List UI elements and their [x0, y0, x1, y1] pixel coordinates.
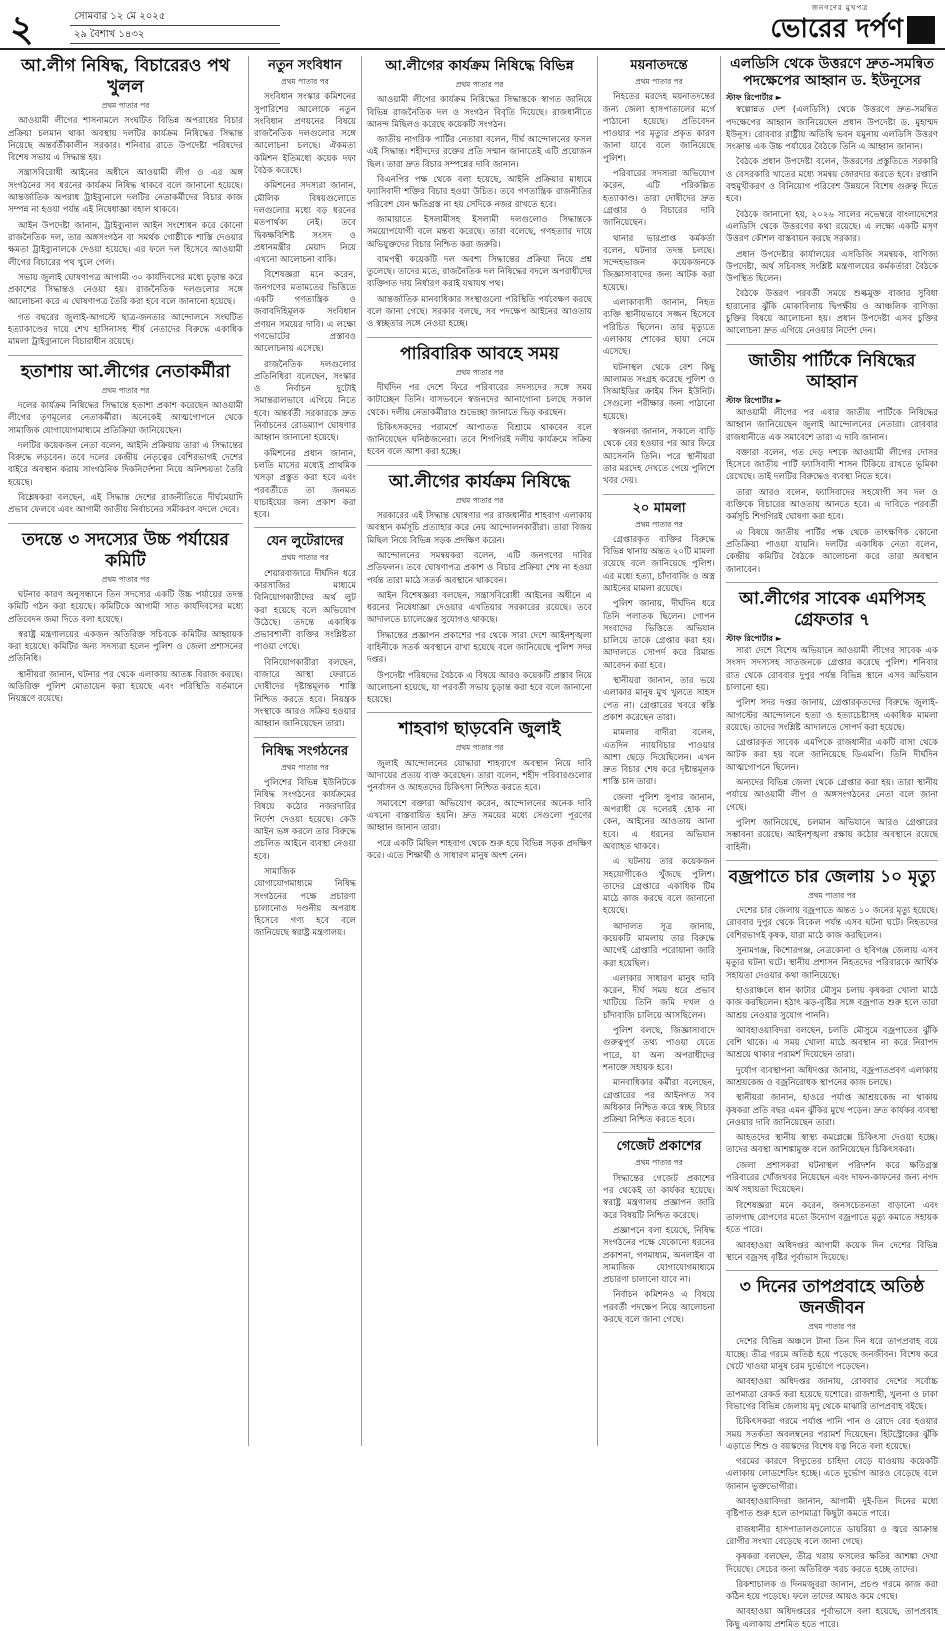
article-paragraph: পুলিশ জানায়, দীর্ঘদিন ধরে তিনি পলাতক ছিলেন। গোপন সংবাদের ভিত্তিতে অভিযান চালিয়ে তাকে গ্রেপ্তার করা হয়। আদালতে সোপর্দ করে রিমান্ড আবেদন করা হবে। — [603, 599, 715, 671]
article-paragraph: রিকশাচালক ও দিনমজুররা জানান, প্রচণ্ড গরমে কাজ করা কঠিন হয়ে পড়েছে। ফলে তাদের আয়ও কমে গেছে। — [726, 1579, 938, 1603]
article-paragraph: পুলিশ বলছে, জিজ্ঞাসাবাদে গুরুত্বপূর্ণ তথ্য পাওয়া যেতে পারে, যা অন্য অপরাধীদের শনাক্তে সহায়ক হবে। — [603, 1026, 715, 1073]
article-paragraph: আবহাওয়া অধিদপ্তরের পূর্বাভাসে বলা হয়েছে, তাপপ্রবাহ কিছু এলাকায় প্রশমিত হতে পারে। — [726, 1607, 938, 1630]
column-3 — [367, 56, 592, 865]
article — [367, 56, 592, 331]
article-body — [367, 94, 592, 330]
column-4 — [603, 56, 715, 1329]
article — [726, 351, 938, 576]
article-paragraph: বৈঠকে জানানো হয়, ২০২৬ সালের নভেম্বরে বাংলাদেশের এলডিসি থেকে উত্তরণের কথা রয়েছে। এ লক্ষ্যে একটি মসৃণ উত্তরণ কৌশল বাস্তবায়ন করছে সরকার। — [726, 209, 938, 245]
continuation-label: প্রথম পাতার পর — [101, 574, 150, 584]
article-paragraph: দেশের বিভিন্ন অঞ্চলে টানা তিন দিন ধরে তাপপ্রবাহ বয়ে যাচ্ছে। তীব্র গরমে অতিষ্ঠ হয়ে পড়েছে জনজীবন। বিশেষ করে খেটে খাওয়া মানুষ চরম দুর্ভোগে পড়েছেন। — [726, 1337, 938, 1373]
date-gregorian: সোমবার ১২ মে ২০২৫ — [70, 8, 280, 26]
article — [603, 501, 715, 1127]
article — [367, 344, 592, 459]
article-paragraph: বিশ্লেষকরা বলছেন, এই সিদ্ধান্ত দেশের রাজনীতিতে দীর্ঘমেয়াদি প্রভাব ফেলবে এবং আগামী জাতীয় নির্বাচনের সমীকরণ বদলে দেবে। — [8, 493, 243, 516]
article-paragraph: মামলার বাদীরা বলেন, এতদিন ন্যায়বিচার পাওয়ার আশা ছেড়ে দিয়েছিলেন। এখন দ্রুত বিচার শেষ করে দৃষ্টান্তমূলক শাস্তি চান তারা। — [603, 728, 715, 788]
article-paragraph: বিশেষজ্ঞরা মনে করেন, জনসচেতনতা বাড়ানো এবং তালগাছ রোপণের মতো উদ্যোগ বজ্রপাতে মৃত্যু কমাতে সহায়ক হতে পারে। — [726, 1200, 938, 1236]
article-paragraph: ঘটনাস্থল থেকে বেশ কিছু আলামত সংগ্রহ করেছে পুলিশ ও সিআইডির ক্রাইম সিন ইউনিট। সেগুলো পরীক্ষার জন্য পাঠানো হয়েছে। — [603, 362, 715, 422]
article-body — [8, 589, 243, 706]
article-body — [254, 91, 356, 521]
article-body — [726, 104, 938, 337]
article-body — [254, 568, 356, 731]
article-paragraph: সংবিধান সংস্কার কমিশনের সুপারিশের আলোকে নতুন সংবিধান প্রণয়নের বিষয়ে রাজনৈতিক দলগুলোর সঙ্গে আলোচনা চলছে। ঐকমত্য কমিশন ইতিমধ্যে কয়েক দফা বৈঠক করেছে। — [254, 92, 356, 177]
article-paragraph: থানার ভারপ্রাপ্ত কর্মকর্তা বলেন, ঘটনার তদন্ত চলছে। সন্দেহভাজন কয়েকজনকে জিজ্ঞাসাবাদের জন্য আটক করা হয়েছে। — [603, 233, 715, 293]
article-paragraph: ঘটনার কারণ অনুসন্ধানে তিন সদস্যের একটি উচ্চ পর্যায়ের তদন্ত কমিটি গঠন করা হয়েছে। কমিটিকে আগামী সাত কার্যদিবসের মধ্যে প্রতিবেদন জমা দিতে বলা হয়েছে। — [8, 589, 243, 625]
article-paragraph: বক্তারা বলেন, গত দেড় দশকে আওয়ামী লীগের দোসর হিসেবে জাতীয় পার্টি ফ্যাসিবাদী শাসন টিকিয়ে রাখতে ভূমিকা রেখেছে। তাই দলটির বিরুদ্ধেও ব্যবস্থা নিতে হবে। — [726, 447, 938, 483]
article-paragraph: স্থানীয়রা জানান, ঘটনার পর থেকে এলাকায় আতঙ্ক বিরাজ করছে। অতিরিক্ত পুলিশ মোতায়েন করা হয়েছে এবং পরিস্থিতি বর্তমানে নিয়ন্ত্রণে রয়েছে। — [8, 669, 243, 705]
article-paragraph: সরকারের এই সিদ্ধান্ত ঘোষণার পর রাজধানীর শাহবাগ এলাকায় অবস্থান কর্মসূচি প্রত্যাহার করে নেয় আন্দোলনকারীরা। তারা বিজয় মিছিল নিয়ে বিভিন্ন সড়ক প্রদক্ষিণ করেন। — [367, 511, 592, 546]
article — [726, 867, 938, 1264]
headline: আ.লীগের কার্যক্রম নিষিদ্ধে বিভিন্ন — [385, 58, 574, 74]
article-paragraph: সামাজিক যোগাযোগমাধ্যমে নিষিদ্ধ সংগঠনের পক্ষে প্রচারণা চালানোও দণ্ডনীয় অপরাধ হিসেবে গণ্য হবে বলে জানিয়েছে স্বরাষ্ট্র মন্ত্রণালয়। — [254, 866, 356, 939]
article-body — [603, 91, 715, 487]
article-paragraph: আইন বিশেষজ্ঞরা বলছেন, সন্ত্রাসবিরোধী আইনের অধীনে এ ধরনের নিষেধাজ্ঞা দেওয়ার এখতিয়ার সরকারের রয়েছে। তবে আদালতে চ্যালেঞ্জের সুযোগও থাকছে। — [367, 590, 592, 626]
article — [726, 56, 938, 338]
date-bengali: ২৯ বৈশাখ ১৪৩২ — [70, 26, 280, 44]
byline: স্টাফ রিপোর্টার ► — [726, 633, 782, 643]
continuation-label: প্রথম পাতার পর — [455, 743, 504, 753]
headline: আ.লীগের সাবেক এমপিসহ গ্রেফতার ৭ — [739, 588, 925, 630]
article-body — [367, 510, 592, 706]
article-paragraph: সভায় জুলাই ঘোষণাপত্র আগামী ৩০ কার্যদিবসের মধ্যে চূড়ান্ত করে প্রকাশের সিদ্ধান্তও নেওয়া হয়। রাজনৈতিক দলগুলোর সঙ্গে আলোচনা করে এ ঘোষণাপত্র তৈরি করা হবে বলে জানানো হয়েছে। — [8, 272, 243, 308]
article-paragraph: আন্দোলনের সমন্বয়করা বলেন, এটি জনগণের দাবির প্রতিফলন। তবে ঘোষণাপত্র প্রকাশ ও বিচার প্রক্রিয়া শেষ না হওয়া পর্যন্ত তারা মাঠে সতর্ক অবস্থানে থাকবেন। — [367, 550, 592, 586]
article — [254, 534, 356, 730]
article-body — [603, 534, 715, 1127]
article-paragraph: পুলিশের বিভিন্ন ইউনিটকে নিষিদ্ধ সংগঠনের কার্যক্রমের বিষয়ে কঠোর নজরদারির নির্দেশ দেওয়া হয়েছে। কেউ আইন ভঙ্গ করলে তার বিরুদ্ধে প্রচলিত আইনে ব্যবস্থা নেওয়া হবে। — [254, 777, 356, 862]
article-paragraph: বৈঠকে উত্তরণ পরবর্তী সময়ে শুল্কমুক্ত বাজার সুবিধা হারানোর ঝুঁকি মোকাবিলায় দ্বিপক্ষীয় ও আঞ্চলিক বাণিজ্য চুক্তির বিষয়ে আলোচনা হয়। প্রধান উপদেষ্টা এসব চুক্তির আলোচনা দ্রুত এগিয়ে নেওয়ার নির্দেশ দেন। — [726, 289, 938, 337]
continuation-label: প্রথম পাতার পর — [455, 80, 504, 89]
headline: শাহবাগ ছাড়বেনি জুলাই — [398, 719, 561, 740]
continuation-label: প্রথম পাতার পর — [635, 519, 683, 529]
continuation-label: প্রথম পাতার পর — [808, 890, 856, 900]
byline: স্টাফ রিপোর্টার ► — [726, 395, 782, 405]
article-paragraph: জামায়াতে ইসলামীসহ ইসলামী দলগুলোও সিদ্ধান্তকে সময়োপযোগী বলে মন্তব্য করেছে। তারা বলেছে, গণহত্যার দায়ে অভিযুক্তদের বিচার নিশ্চিত করা জরুরি। — [367, 214, 592, 250]
article-paragraph: মানবাধিকার কর্মীরা বলেছেন, গ্রেপ্তারের পর আইনগত সব অধিকার নিশ্চিত করে স্বচ্ছ বিচার প্রক্রিয়া নিশ্চিত করতে হবে। — [603, 1078, 715, 1126]
headline: ময়নাতদন্তে — [630, 58, 688, 73]
article-paragraph: অন্যদের বিভিন্ন জেলা থেকে গ্রেপ্তার করা হয়। তারা স্থানীয় পর্যায়ে আওয়ামী লীগ ও অঙ্গসংগঠনের নেতা বলে জানা গেছে। — [726, 778, 938, 813]
continuation-label: প্রথম পাতার পর — [635, 1158, 683, 1168]
article-paragraph: জেলা পুলিশ সুপার জানান, অপরাধী যে দলেরই হোক না কেন, আইনের আওতায় আনা হবে। এ ধরনের অভিযান অব্যাহত থাকবে। — [603, 792, 715, 852]
article — [254, 58, 356, 521]
article-paragraph: পুলিশ সদর দপ্তর জানায়, গ্রেপ্তারকৃতদের বিরুদ্ধে জুলাই-আগস্টের আন্দোলনে হত্যা ও হত্যাচেষ্টাসহ একাধিক মামলা রয়েছে। তাদের সংশ্লিষ্ট আদালতে সোপর্দ করা হয়েছে। — [726, 698, 938, 733]
article-paragraph: চিকিৎসকদের পরামর্শে আপাতত বিশ্রামে থাকবেন বলে জানিয়েছেন ঘনিষ্ঠজনেরা। তবে শিগগিরই দলীয় কার্যক্রমে সক্রিয় হবেন বলে আশা করা হচ্ছে। — [367, 422, 592, 458]
article-paragraph: গ্রেপ্তারকৃত ব্যক্তির বিরুদ্ধে বিভিন্ন থানায় অন্তত ২০টি মামলা রয়েছে বলে জানিয়েছে পুলিশ। এর মধ্যে হত্যা, চাঁদাবাজি ও অস্ত্র আইনের মামলা রয়েছে। — [603, 534, 715, 594]
article-paragraph: জুলাই আন্দোলনের যোদ্ধারা শাহবাগে অবস্থান নিয়ে দাবি আদায়ের প্রত্যয় ব্যক্ত করেছেন। তারা বলেন, শহীদ পরিবারগুলোর পুনর্বাসন ও আহতদের চিকিৎসা নিশ্চিত করতে হবে। — [367, 758, 592, 794]
headline: ২০ মামলা — [632, 500, 686, 516]
article-paragraph: নিহতের মরদেহ ময়নাতদন্তের জন্য জেলা হাসপাতালের মর্গে পাঠানো হয়েছে। প্রতিবেদন পাওয়ার পর মৃত্যুর প্রকৃত কারণ জানা যাবে বলে জানিয়েছে পুলিশ। — [603, 92, 715, 164]
article-paragraph: দলের কার্যক্রম নিষিদ্ধের সিদ্ধান্তে হতাশা প্রকাশ করেছেন আওয়ামী লীগের তৃণমূলের নেতাকর্মীরা। অনেকেই আত্মগোপনে থেকে সামাজিক যোগাযোগমাধ্যমে প্রতিক্রিয়া জানিয়েছেন। — [8, 400, 243, 436]
headline: তদন্তে ৩ সদস্যের উচ্চ পর্যায়ের কমিটি — [22, 529, 229, 571]
article-paragraph: পরিবারের সদস্যরা অভিযোগ করেন, এটি পরিকল্পিত হত্যাকাণ্ড। তারা দোষীদের দ্রুত গ্রেপ্তার ও বিচারের দাবি জানিয়েছেন। — [603, 169, 715, 229]
article-paragraph: দুর্যোগ ব্যবস্থাপনা অধিদপ্তর জানায়, বজ্রপাতপ্রবণ এলাকায় আশ্রয়কেন্দ্র ও বজ্রনিরোধক স্থাপনের কাজ চলছে। — [726, 1065, 938, 1088]
continuation-label: প্রথম পাতার পর — [101, 101, 150, 110]
continuation-label: প্রথম পাতার পর — [635, 77, 683, 86]
article-paragraph: গ্রেপ্তারকৃত সাবেক এমপিকে রাজধানীর একটি বাসা থেকে আটক করা হয় বলে জানিয়েছে ডিএমপি। তিনি দীর্ঘদিন আত্মগোপনে ছিলেন। — [726, 738, 938, 773]
article-paragraph: আবহাওয়া অধিদপ্তর জানায়, রোববার দেশের সর্বোচ্চ তাপমাত্রা রেকর্ড করা হয়েছে যশোরে। রাজশাহী, খুলনা ও ঢাকা বিভাগের বিভিন্ন জেলায় মৃদু থেকে মাঝারি তাপপ্রবাহ বইছে। — [726, 1377, 938, 1412]
logo-mark-icon — [907, 16, 935, 44]
article — [254, 744, 356, 940]
article-paragraph: স্বজনরা জানান, সকালে বাড়ি থেকে বের হওয়ার পর আর ফিরে আসেননি তিনি। পরে স্থানীয়রা তার মরদেহ দেখতে পেয়ে পুলিশে খবর দেয়। — [603, 427, 715, 487]
article-paragraph: উপদেষ্টা পরিষদের বৈঠকে এ বিষয়ে আরও কয়েকটি প্রস্তাব নিয়ে আলোচনা হয়েছে, যা পরবর্তী সভায় চূড়ান্ত করা হবে বলে জানানো হয়েছে। — [367, 670, 592, 706]
article-paragraph: তারা আরও বলেন, ফ্যাসিবাদের সহযোগী সব দল ও ব্যক্তিকে বিচারের আওতায় আনতে হবে। এ দাবিতে পরবর্তী কর্মসূচি শিগগিরই ঘোষণা করা হবে। — [726, 487, 938, 523]
article-paragraph: প্রধান উপদেষ্টার কার্যালয়ের এসডিজি সমন্বয়ক, বাণিজ্য উপদেষ্টা, অর্থ সচিবসহ সংশ্লিষ্ট মন্ত্রণালয়ের কর্মকর্তারা বৈঠকে উপস্থিত ছিলেন। — [726, 249, 938, 285]
article-paragraph: সারা দেশে বিশেষ অভিযানে আওয়ামী লীগের সাবেক এক সংসদ সদস্যসহ সাতজনকে গ্রেপ্তার করেছে পুলিশ। শনিবার রাত থেকে রোববার দুপুর পর্যন্ত বিভিন্ন স্থানে এসব অভিযান চালানো হয়। — [726, 646, 938, 693]
article — [603, 58, 715, 488]
article-paragraph: চিকিৎসকরা গরমে পর্যাপ্ত পানি পান ও রোদে বের হওয়ার সময় সতর্কতা অবলম্বনের পরামর্শ দিয়েছেন। হিটস্ট্রোকের ঝুঁকি এড়াতে শিশু ও বয়স্কদের বিশেষ যত্ন নিতে বলা হয়েছে। — [726, 1417, 938, 1452]
headline: আ.লীগ নিষিদ্ধ, বিচারেরও পথ খুলল — [21, 56, 230, 97]
article-paragraph: গত বছরের জুলাই-আগস্টে ছাত্র-জনতার আন্দোলনে সংঘটিত হত্যাকাণ্ডের দায়ে শেখ হাসিনাসহ শীর্ষ নেতাদের বিরুদ্ধে একাধিক মামলা ট্রাইব্যুনালে বিচারাধীন রয়েছে। — [8, 312, 243, 348]
article-paragraph: আদালত সূত্র জানায়, কয়েকটি মামলায় তার বিরুদ্ধে আগেই গ্রেপ্তারি পরোয়ানা জারি করা হয়েছিল। — [603, 921, 715, 969]
article — [8, 362, 243, 517]
continuation-label: প্রথম পাতার পর — [281, 762, 329, 772]
article-body — [726, 1336, 938, 1631]
continuation-label: প্রথম পাতার পর — [281, 553, 329, 563]
page-number: ২ — [10, 8, 34, 50]
article-paragraph: কৃষকরা বলছেন, তীব্র খরায় ফসলের ক্ষতির আশঙ্কা দেখা দিয়েছে। সেচের জন্য অতিরিক্ত খরচ করতে হচ্ছে তাদের। — [726, 1552, 938, 1575]
headline: বজ্রপাতে চার জেলায় ১০ মৃত্যু — [728, 866, 936, 887]
article-paragraph: পরে একটি মিছিল শাহবাগ থেকে শুরু হয়ে বিভিন্ন সড়ক প্রদক্ষিণ করে। এতে শিক্ষার্থী ও সাধারণ মানুষ অংশ নেন। — [367, 838, 592, 861]
logo-name: ভোরের দর্পণ — [770, 14, 903, 44]
article-paragraph: আইন উপদেষ্টা জানান, ট্রাইব্যুনাল আইন সংশোধন করে কোনো রাজনৈতিক দল, তার অঙ্গসংগঠন বা সমর্থক গোষ্ঠীকে শাস্তি দেওয়ার ক্ষমতা ট্রাইব্যুনালকে দেওয়া হয়েছে। এর ফলে দল হিসেবে আওয়ামী লীগের বিচারের পথ খুলে গেল। — [8, 220, 243, 268]
article-paragraph: শেয়ারবাজারে দীর্ঘদিন ধরে কারসাজির মাধ্যমে বিনিয়োগকারীদের অর্থ লুট করা হয়েছে বলে অভিযোগ উঠেছে। তদন্তে একাধিক প্রভাবশালী ব্যক্তির সংশ্লিষ্টতা পাওয়া গেছে। — [254, 568, 356, 653]
article-paragraph: স্বল্পোন্নত দেশ (এলডিসি) থেকে উত্তরণে দ্রুত-সমন্বিত পদক্ষেপের আহ্বান জানিয়েছেন প্রধান উপদেষ্টা ড. মুহাম্মদ ইউনূস। রোববার রাষ্ট্রীয় অতিথি ভবন যমুনায় এলডিসি উত্তরণ সংক্রান্ত এক উচ্চ পর্যায়ের বৈঠকে তিনি এ আহ্বান জানান। — [726, 105, 938, 153]
continuation-label: প্রথম পাতার পর — [101, 385, 150, 395]
article-paragraph: স্বরাষ্ট্র মন্ত্রণালয়ের একজন অতিরিক্ত সচিবকে কমিটির আহ্বায়ক করা হয়েছে। কমিটির অন্য সদস্যরা হলেন পুলিশ ও জেলা প্রশাসনের প্রতিনিধি। — [8, 629, 243, 665]
article-body — [726, 645, 938, 854]
article — [726, 589, 938, 854]
article-paragraph: আবহাওয়াবিদরা বলছেন, চলতি মৌসুমে বজ্রপাতের ঝুঁকি বেশি থাকে। এ সময় খোলা মাঠে অবস্থান না করে নিরাপদ আশ্রয়ে থাকার পরামর্শ দিয়েছেন তারা। — [726, 1025, 938, 1061]
column-2 — [254, 56, 356, 943]
article — [367, 719, 592, 862]
article-paragraph: আওয়ামী লীগের কার্যক্রম নিষিদ্ধের সিদ্ধান্তকে স্বাগত জানিয়ে বিভিন্ন রাজনৈতিক দল ও সংগঠন বিবৃতি দিয়েছে। রাজধানীতে আনন্দ মিছিলও করেছে কয়েকটি সংগঠন। — [367, 95, 592, 130]
article-paragraph: এলাকাবাসী জানান, নিহত ব্যক্তি স্থানীয়ভাবে সজ্জন হিসেবে পরিচিত ছিলেন। তার মৃত্যুতে এলাকায় শোকের ছায়া নেমে এসেছে। — [603, 298, 715, 358]
column-1 — [8, 56, 243, 709]
continuation-label: প্রথম পাতার পর — [281, 77, 329, 86]
article-paragraph: কমিশনের প্রধান জানান, চলতি মাসের মধ্যেই প্রাথমিক খসড়া প্রস্তুত করা হবে এবং পরবর্তীতে তা জনমত যাচাইয়ের জন্য প্রকাশ করা হবে। — [254, 448, 356, 521]
article-paragraph: বিনিয়োগকারীরা বলছেন, বাজারে আস্থা ফেরাতে দোষীদের দৃষ্টান্তমূলক শাস্তি নিশ্চিত করতে হবে। নিয়ন্ত্রক সংস্থাকে আরও সক্রিয় হওয়ার আহ্বান জানিয়েছেন তারা। — [254, 657, 356, 730]
headline: এলডিসি থেকে উত্তরণে দ্রুত-সমন্বিত পদক্ষেপের আহ্বান ড. ইউনূসের — [730, 56, 934, 89]
logo-tagline: জনগণের মুখপত্র — [811, 4, 869, 12]
article-paragraph: আবহাওয়া অধিদপ্তর আগামী কয়েক দিন দেশের বিভিন্ন স্থানে বজ্রসহ বৃষ্টির পূর্বাভাস দিয়েছে। — [726, 1240, 938, 1263]
article-paragraph: জাতীয় নাগরিক পার্টির নেতারা বলেন, দীর্ঘ আন্দোলনের ফসল এই সিদ্ধান্ত। শহীদদের রক্তের প্রতি সম্মান জানাতেই এটি প্রয়োজন ছিল। তারা দ্রুত বিচার সম্পন্নের দাবি জানান। — [367, 135, 592, 170]
article-body — [8, 115, 243, 348]
article-paragraph: বামপন্থী কয়েকটি দল অবশ্য সিদ্ধান্তের প্রক্রিয়া নিয়ে প্রশ্ন তুলেছে। তাদের মতে, রাজনৈতিক দল নিষিদ্ধের বদলে অপরাধীদের ব্যক্তিগত দায় নির্ধারণ করাই যথাযথ পথ। — [367, 254, 592, 290]
article-body — [726, 905, 938, 1264]
article-paragraph: এ বিষয়ে জাতীয় পার্টির পক্ষ থেকে তাৎক্ষণিক কোনো প্রতিক্রিয়া পাওয়া যায়নি। দলটির একাধিক নেতা বলেন, কেন্দ্রীয় কমিটির বৈঠকে আলোচনা করে তারা অবস্থান জানাবেন। — [726, 527, 938, 575]
article — [367, 472, 592, 707]
continuation-label: প্রথম পাতার পর — [808, 1322, 856, 1332]
article-paragraph: সমাবেশে বক্তারা অভিযোগ করেন, আন্দোলনের অনেক দাবি এখনো বাস্তবায়িত হয়নি। দ্রুত সময়ের মধ্যে সেগুলো পূরণের আহ্বান জানান তারা। — [367, 798, 592, 834]
article-paragraph: কমিশনের সদস্যরা জানান, মৌলিক বিষয়গুলোতে দলগুলোর মধ্যে বড় ধরনের মতপার্থক্য নেই। তবে দ্বিকক্ষবিশিষ্ট সংসদ ও প্রধানমন্ত্রীর মেয়াদ নিয়ে এখনো আলোচনা বাকি। — [254, 181, 356, 266]
article-paragraph: হাওরাঞ্চলে ধান কাটার মৌসুম চলায় কৃষকরা খোলা মাঠে কাজ করছিলেন। হঠাৎ ঝড়-বৃষ্টির সঙ্গে বজ্রপাত শুরু হলে তারা আশ্রয় নেওয়ার সুযোগ পাননি। — [726, 985, 938, 1021]
article-body — [8, 400, 243, 517]
article-paragraph: প্রজ্ঞাপনে বলা হয়েছে, নিষিদ্ধ সংগঠনের পক্ষে যেকোনো ধরনের প্রকাশনা, গণমাধ্যম, অনলাইন বা সামাজিক যোগাযোগমাধ্যমে প্রচারণা চালানো যাবে না। — [603, 1225, 715, 1286]
masthead — [0, 0, 945, 50]
article — [8, 56, 243, 349]
byline: স্টাফ রিপোর্টার ► — [726, 93, 782, 102]
headline: যেন লুটেরাদের — [266, 534, 344, 550]
continuation-label: প্রথম পাতার পর — [455, 367, 504, 377]
article-paragraph: আওয়ামী লীগের পর এবার জাতীয় পার্টিকে নিষিদ্ধের আহ্বান জানিয়েছেন জুলাই আন্দোলনের নেতারা। রোববার রাজধানীতে এক সমাবেশে তারা এ দাবি জানান। — [726, 407, 938, 443]
article-paragraph: এ ঘটনায় তার কয়েকজন সহযোগীকেও খুঁজছে পুলিশ। তাদের গ্রেপ্তারে একাধিক টিম মাঠে কাজ করছে বলে জানানো হয়েছে। — [603, 857, 715, 917]
article-paragraph: সিদ্ধান্তের প্রজ্ঞাপন প্রকাশের পর থেকে সারা দেশে আইনশৃঙ্খলা বাহিনীকে সতর্ক অবস্থানে রাখা হয়েছে বলে জানিয়েছে পুলিশ সদর দপ্তর। — [367, 630, 592, 666]
article-paragraph: বিএনপির পক্ষ থেকে বলা হয়েছে, আইনি প্রক্রিয়ার মাধ্যমে ফ্যাসিবাদী শক্তির বিচার হওয়া উচিত। তবে গণতান্ত্রিক রাজনীতির পরিবেশ যেন ক্ষতিগ্রস্ত না হয় সেদিকে নজর রাখতে হবে। — [367, 175, 592, 210]
article — [603, 1139, 715, 1326]
article — [8, 530, 243, 706]
article-paragraph: দলটির কয়েকজন নেতা বলেন, আইনি প্রক্রিয়ায় তারা এ সিদ্ধান্তের বিরুদ্ধে লড়বেন। তবে দলের কেন্দ্রীয় নেতৃত্বের বেশিরভাগই দেশের বাইরে অবস্থান করায় সাংগঠনিক দিকনির্দেশনা নিয়ে অনিশ্চয়তা তৈরি হয়েছে। — [8, 440, 243, 488]
article-paragraph: জেলা প্রশাসকরা ঘটনাস্থল পরিদর্শন করে ক্ষতিগ্রস্ত পরিবারের খোঁজখবর নিয়েছেন এবং দাফন-কাফনের জন্য নগদ অর্থ সহায়তা দিয়েছেন। — [726, 1160, 938, 1196]
headline: ৩ দিনের তাপপ্রবাহে অতিষ্ঠ জনজীবন — [739, 1277, 925, 1319]
article-body — [254, 777, 356, 940]
article-body — [367, 382, 592, 459]
article-paragraph: আন্তর্জাতিক মানবাধিকার সংস্থাগুলো পরিস্থিতি পর্যবেক্ষণ করছে বলে জানা গেছে। সরকার বলছে, সব পদক্ষেপ আইনের আওতায় ও স্বচ্ছতার সঙ্গে নেওয়া হচ্ছে। — [367, 294, 592, 330]
article-paragraph: রাজনৈতিক দলগুলোর প্রতিনিধিরা বলেছেন, সংস্কার ও নির্বাচন দুটোই সমান্তরালভাবে এগিয়ে নিতে হবে। অন্তর্বর্তী সরকারকে দ্রুত নির্বাচনের রোডম্যাপ ঘোষণার আহ্বান জানানো হয়েছে। — [254, 359, 356, 444]
continuation-label: প্রথম পাতার পর — [455, 495, 504, 505]
article-paragraph: পুলিশ জানিয়েছে, চলমান অভিযানে আরও গ্রেপ্তারের সম্ভাবনা রয়েছে। আইনশৃঙ্খলা রক্ষায় কঠোর অবস্থানে রয়েছে বাহিনী। — [726, 817, 938, 853]
article-paragraph: দীর্ঘদিন পর দেশে ফিরে পরিবারের সদস্যদের সঙ্গে সময় কাটাচ্ছেন তিনি। বাসভবনে স্বজনদের আনাগোনা চলছে সকাল থেকে। দলীয় নেতাকর্মীরাও শুভেচ্ছা জানাতে ভিড় করছেন। — [367, 382, 592, 418]
headline: গেজেট প্রকাশের — [616, 1139, 702, 1155]
article-paragraph: এলাকার সাধারণ মানুষ দাবি করেন, দীর্ঘ সময় ধরে প্রভাব খাটিয়ে তিনি জমি দখল ও চাঁদাবাজি চালিয়ে আসছিলেন। — [603, 973, 715, 1021]
article-paragraph: সিদ্ধান্তের গেজেট প্রকাশের পর থেকেই তা কার্যকর হয়েছে। স্বরাষ্ট্র মন্ত্রণালয় প্রজ্ঞাপন জারি করে বিষয়টি নিশ্চিত করেছে। — [603, 1173, 715, 1221]
article — [726, 1277, 938, 1631]
headline: হতাশায় আ.লীগের নেতাকর্মীরা — [20, 361, 231, 382]
article-paragraph: সন্ত্রাসবিরোধী আইনের অধীনে আওয়ামী লীগ ও এর অঙ্গ সংগঠনের সব ধরনের কার্যক্রম নিষিদ্ধ থাকবে বলে জানানো হয়েছে। আন্তর্জাতিক অপরাধ ট্রাইব্যুনালে দলটির নেতাকর্মীদের বিচার কাজ সম্পন্ন না হওয়া পর্যন্ত এই নিষেধাজ্ঞা বহাল থাকবে। — [8, 168, 243, 216]
article-paragraph: নির্বাচন কমিশনও এ বিষয়ে পরবর্তী পদক্ষেপ নিয়ে আলোচনা করছে বলে জানা গেছে। — [603, 1290, 715, 1326]
headline: আ.লীগের কার্যক্রম নিষিদ্ধে — [388, 471, 571, 492]
article-paragraph: গরমের কারণে বিদ্যুতের চাহিদা বেড়ে যাওয়ায় কয়েকটি এলাকায় লোডশেডিং হচ্ছে। এতে দুর্ভোগ আরও বেড়েছে বলে জানান ভুক্তভোগীরা। — [726, 1457, 938, 1492]
article-paragraph: আহতদের স্থানীয় স্বাস্থ্য কমপ্লেক্সে চিকিৎসা দেওয়া হচ্ছে। তাদের অবস্থা আশঙ্কামুক্ত বলে জানিয়েছেন চিকিৎসকরা। — [726, 1133, 938, 1156]
article-body — [603, 1173, 715, 1327]
headline: পারিবারিক আবহে সময় — [400, 343, 559, 364]
article-paragraph: আবহাওয়াবিদরা জানান, আগামী দুই-তিন দিনের মধ্যে বৃষ্টিপাত শুরু হলে তাপমাত্রা কিছুটা কমতে পারে। — [726, 1497, 938, 1520]
article-paragraph: বৈঠকে প্রধান উপদেষ্টা বলেন, উত্তরণের প্রস্তুতিতে সরকারি ও বেসরকারি খাতের মধ্যে সমন্বয় জোরদার করতে হবে। রপ্তানি বহুমুখীকরণ ও বিনিয়োগ পরিবেশ উন্নয়নে বিশেষ গুরুত্ব দিতে হবে। — [726, 157, 938, 205]
date-box — [70, 8, 280, 44]
headline: নিষিদ্ধ সংগঠনের — [261, 743, 349, 759]
column-5 — [726, 56, 938, 1630]
article-paragraph: রাজধানীর হাসপাতালগুলোতে ডায়রিয়া ও জ্বরে আক্রান্ত রোগীর সংখ্যা বেড়েছে বলে জানা গেছে। — [726, 1524, 938, 1547]
article-paragraph: স্থানীয়রা জানান, তার ভয়ে এলাকার মানুষ মুখ খুলতে সাহস পেত না। গ্রেপ্তারের খবরে স্বস্তি প্রকাশ করেছেন তারা। — [603, 676, 715, 723]
article-paragraph: দেশের চার জেলায় বজ্রপাতে অন্তত ১০ জনের মৃত্যু হয়েছে। রোববার দুপুর থেকে বিকেল পর্যন্ত এসব ঘটনা ঘটে। নিহতদের বেশিরভাগই কৃষক, যারা মাঠে কাজ করছিলেন। — [726, 906, 938, 941]
article-paragraph: স্থানীয়রা জানান, হাওরে পর্যাপ্ত আশ্রয়কেন্দ্র না থাকায় কৃষকরা প্রতি বছর এমন ঝুঁকির মুখে পড়েন। দ্রুত কার্যকর ব্যবস্থা নেওয়ার দাবি জানিয়েছেন তারা। — [726, 1093, 938, 1128]
article-body — [367, 758, 592, 862]
headline: নতুন সংবিধান — [268, 58, 342, 73]
newspaper-logo — [725, 2, 935, 46]
headline: জাতীয় পার্টিকে নিষিদ্ধের আহ্বান — [748, 350, 916, 392]
article-paragraph: বিশেষজ্ঞরা মনে করেন, জনগণের মতামতের ভিত্তিতে একটি গণতান্ত্রিক ও জবাবদিহিমূলক সংবিধান প্রণয়ন সময়ের দাবি। এ লক্ষ্যে গণভোটের প্রস্তাবও আলোচনায় এসেছে। — [254, 270, 356, 355]
article-paragraph: আওয়ামী লীগের শাসনামলে সংঘটিত বিভিন্ন অপরাধের বিচার প্রক্রিয়া চলমান থাকা অবস্থায় দলটির কার্যক্রম নিষিদ্ধের সিদ্ধান্ত নিয়েছে অন্তর্বর্তীকালীন সরকার। শনিবার রাতে উপদেষ্টা পরিষদের বিশেষ সভায় এ সিদ্ধান্ত হয়। — [8, 116, 243, 164]
article-body — [726, 407, 938, 576]
article-paragraph: সুনামগঞ্জ, কিশোরগঞ্জ, নেত্রকোনা ও হবিগঞ্জ জেলায় এসব মৃত্যুর ঘটনা ঘটে। স্থানীয় প্রশাসন নিহতদের পরিবারকে আর্থিক সহায়তা দেওয়ার কথা জানিয়েছে। — [726, 946, 938, 981]
